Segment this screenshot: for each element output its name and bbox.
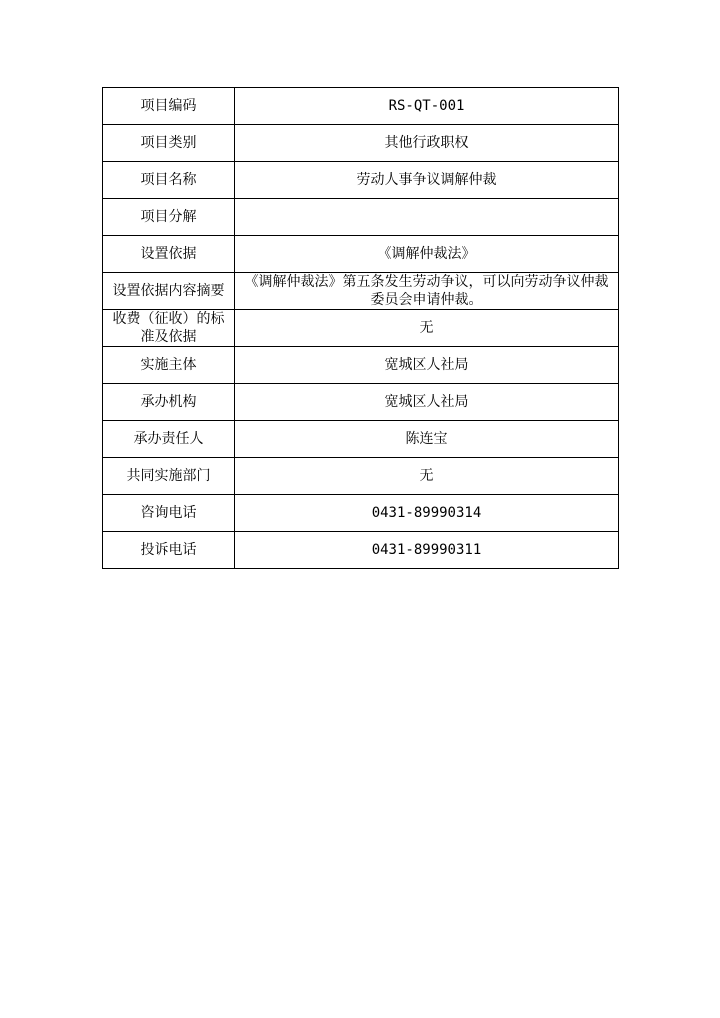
row-value-complaint-phone: 0431-89990311	[235, 532, 619, 569]
row-label-project-breakdown: 项目分解	[103, 199, 235, 236]
row-label-handling-agency: 承办机构	[103, 384, 235, 421]
row-value-project-breakdown	[235, 199, 619, 236]
table-row	[103, 310, 619, 347]
row-label-joint-departments: 共同实施部门	[103, 458, 235, 495]
table-row	[103, 421, 619, 458]
row-label-project-name: 项目名称	[103, 162, 235, 199]
row-value-project-name: 劳动人事争议调解仲裁	[235, 162, 619, 199]
table-row	[103, 125, 619, 162]
table-row	[103, 162, 619, 199]
table-row	[103, 458, 619, 495]
row-value-joint-departments: 无	[235, 458, 619, 495]
row-label-fee-standard: 收费（征收）的标准及依据	[103, 310, 235, 347]
project-info-table	[102, 87, 619, 569]
table-row	[103, 495, 619, 532]
row-label-implementing-body: 实施主体	[103, 347, 235, 384]
row-label-project-code: 项目编码	[103, 88, 235, 125]
row-label-inquiry-phone: 咨询电话	[103, 495, 235, 532]
row-value-responsible-person: 陈连宝	[235, 421, 619, 458]
row-value-basis-summary: 《调解仲裁法》第五条发生劳动争议，可以向劳动争议仲裁委员会申请仲裁。	[235, 273, 619, 310]
row-value-implementing-body: 宽城区人社局	[235, 347, 619, 384]
table-row	[103, 347, 619, 384]
table-row	[103, 236, 619, 273]
table-row	[103, 199, 619, 236]
row-label-project-category: 项目类别	[103, 125, 235, 162]
table-row	[103, 384, 619, 421]
row-label-complaint-phone: 投诉电话	[103, 532, 235, 569]
row-value-legal-basis: 《调解仲裁法》	[235, 236, 619, 273]
row-label-legal-basis: 设置依据	[103, 236, 235, 273]
table-row	[103, 532, 619, 569]
row-label-basis-summary: 设置依据内容摘要	[103, 273, 235, 310]
row-value-project-code: RS-QT-001	[235, 88, 619, 125]
row-value-handling-agency: 宽城区人社局	[235, 384, 619, 421]
row-value-inquiry-phone: 0431-89990314	[235, 495, 619, 532]
table-row	[103, 88, 619, 125]
row-value-project-category: 其他行政职权	[235, 125, 619, 162]
table-row	[103, 273, 619, 310]
row-value-fee-standard: 无	[235, 310, 619, 347]
row-label-responsible-person: 承办责任人	[103, 421, 235, 458]
